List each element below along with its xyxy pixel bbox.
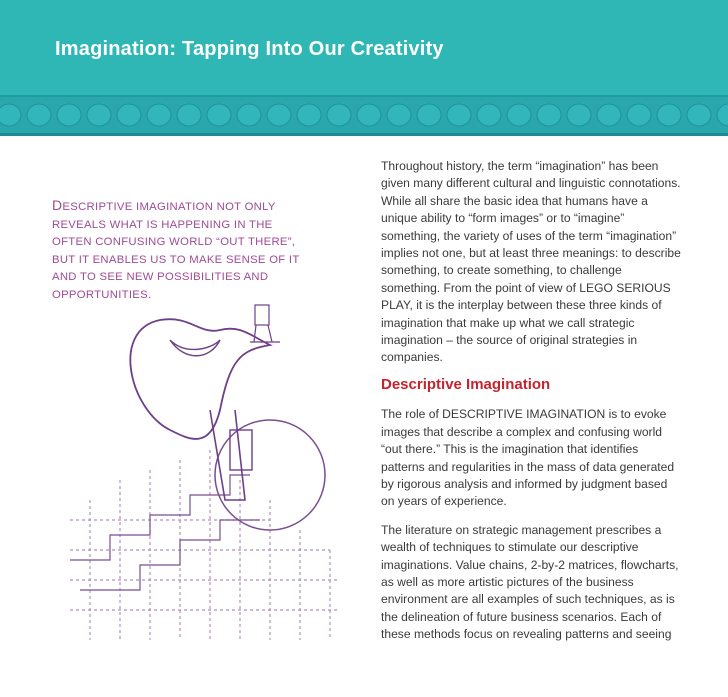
lego-stud <box>357 104 381 126</box>
lego-stud <box>0 104 21 126</box>
lego-stud <box>507 104 531 126</box>
page-title: Imagination: Tapping Into Our Creativity <box>55 38 444 60</box>
lego-stud <box>87 104 111 126</box>
lego-stud <box>597 104 621 126</box>
lego-stud-strip <box>0 95 728 136</box>
lego-stud <box>657 104 681 126</box>
lego-studs-icon <box>0 97 728 133</box>
header-band <box>0 0 728 95</box>
lego-stud <box>477 104 501 126</box>
lego-stud <box>417 104 441 126</box>
lego-stud <box>627 104 651 126</box>
figure-over-stairs-sketch-icon <box>70 300 350 645</box>
pull-quote-lead-letter: D <box>52 197 63 213</box>
lego-stud <box>267 104 291 126</box>
lego-stud <box>717 104 728 126</box>
lego-stud <box>177 104 201 126</box>
body-paragraph-1: The role of DESCRIPTIVE IMAGINATION is to evoke images that describe a complex and confusing world “out there.” This is the imagination that identifies patterns and regularities in the mass of data generated by rigorous analysis and informed by judgment based on years of experience. <box>381 407 675 509</box>
lego-stud <box>327 104 351 126</box>
section-heading: Descriptive Imagination <box>381 375 551 393</box>
body-paragraph-2: The literature on strategic management prescribes a wealth of techniques to stimulate our descriptive imaginations. Value chains, 2-by-2 matrices, flowcharts, as well as more artistic pictures of the business environment are all examples of such techniques, as is the delineation of future business scenarios. Each of these methods focus on revealing patterns and seeing <box>381 522 679 642</box>
pull-quote <box>52 197 312 305</box>
lego-stud <box>237 104 261 126</box>
lego-stud <box>57 104 81 126</box>
lego-stud <box>537 104 561 126</box>
article-column <box>381 158 681 655</box>
lego-stud <box>447 104 471 126</box>
lego-stud <box>297 104 321 126</box>
lego-stud <box>567 104 591 126</box>
lego-stud <box>147 104 171 126</box>
lego-stud <box>687 104 711 126</box>
intro-paragraph: Throughout history, the term “imagination” has been given many different cultural and linguistic connotations. While all share the basic idea that humans have a unique ability to “form images” or to “imagine” something, the variety of uses of the term “imagination” implies not one, but at least three meanings: to describe something, to create something, to challenge something. From the point of view of LEGO SERIOUS PLAY, it is the interplay between these three kinds of imagination that make up what we call strategic imagination – the source of original strategies in companies. <box>381 159 681 365</box>
lego-stud <box>117 104 141 126</box>
lego-stud <box>27 104 51 126</box>
lego-stud <box>387 104 411 126</box>
lego-stud <box>207 104 231 126</box>
pull-quote-text: ESCRIPTIVE IMAGINATION NOT ONLY REVEALS WHAT IS HAPPENING IN THE OFTEN CONFUSING WORLD “OUT THERE”, BUT IT ENABLES US TO MAKE SENSE OF IT AND TO SEE NEW POSSIBILITIES AND OPPORTUNITIES. <box>52 201 300 301</box>
